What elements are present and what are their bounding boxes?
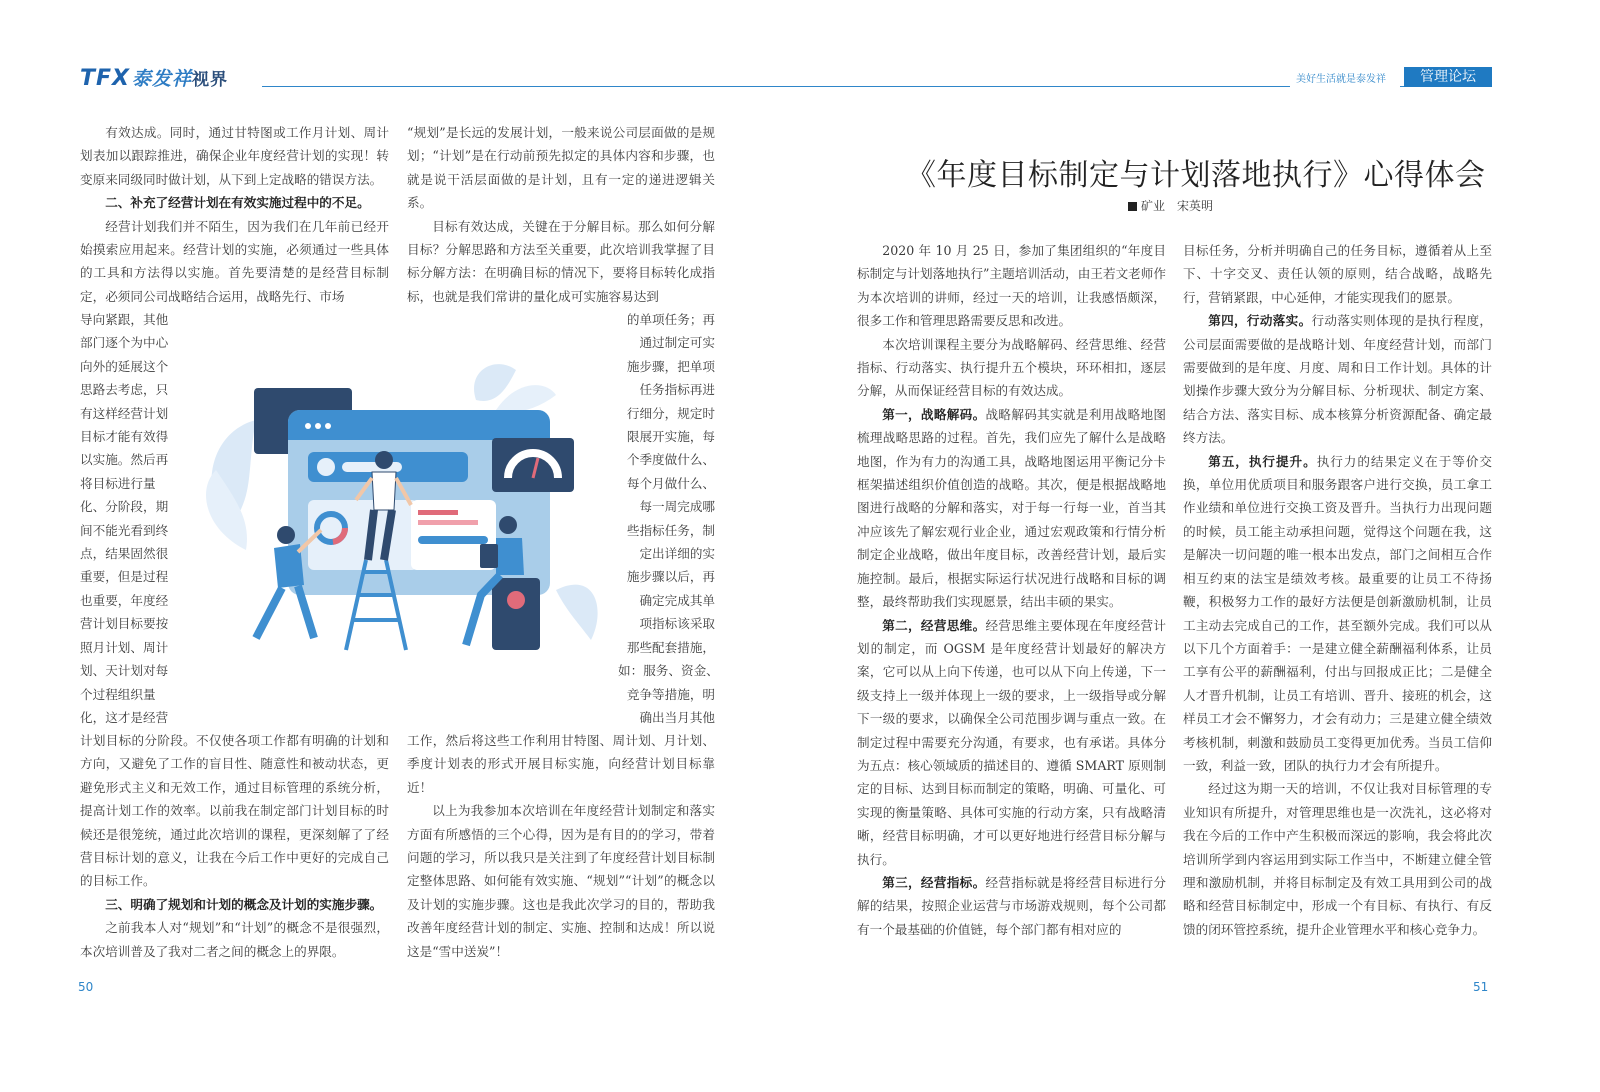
logo-latin: TFX [80, 66, 130, 91]
paragraph: 目标任务，分析并明确自己的任务目标，遵循着从上至下、十字交叉、责任认领的原则，结合战略，战略先行，营销紧跟，中心延伸，才能实现我们的愿景。 [1183, 243, 1492, 305]
wrapped-line: 以实施。然后再 [80, 452, 169, 468]
wrapped-line: 化，这才是经营 [80, 709, 169, 725]
wrapped-line: 的单项任务；再 [626, 312, 715, 327]
paragraph: 计划目标的分阶段。不仅使各项工作都有明确的计划和方向，又避免了工作的盲目性、随意性和被动状态，更避免形式主义和无效工作，通过目标管理的系统分析，提高计划工作的效率。以前我在制定部门计划目标的时候还是很笼统，通过此次培训的课程，更深刻解了了经营目标计划的意义，让我在今后工作中更好的完成自己的目标工作。 [80, 733, 389, 889]
paragraph: 经营计划我们并不陌生，因为我们在几年前已经开始摸索应用起来。经营计划的实施，必须通过一些具体的工具和方法得以实施。首先要清楚的是经营目标制定，必须同公司战略结合运用，战略先行、市场 [80, 218, 389, 304]
paragraph [1183, 309, 1492, 449]
paragraph: 2020 年 10 月 25 日，参加了集团组织的“年度目标制定与计划落地执行”主题培训活动，由王若文老师作为本次培训的讲师，经过一天的培训，让我感悟颇深，很多工作和管理思路需要反思和改进。 [857, 243, 1166, 329]
wrapped-line: 施步骤，把单项 [626, 358, 715, 374]
paragraph-body: 经营指标就是将经营目标进行分解的结果，按照企业运营与市场游戏规则，每个公司都有一个最基础的价值链，每个部门都有相对应的 [857, 874, 1167, 937]
column-3 [857, 239, 1166, 941]
paragraph-lead: 第三，经营指标。 [882, 874, 986, 890]
wrapped-line: 思路去考虑，只 [80, 382, 169, 398]
gauge-card [492, 438, 574, 492]
wrapped-line: 每一周完成哪 [639, 499, 715, 515]
paragraph-lead: 第一，战略解码。 [882, 406, 986, 422]
paragraph-body: 战略解码其实就是利用战略地图梳理战略思路的过程。首先，我们应先了解什么是战略地图，作为有力的沟通工具，战略地图运用平衡记分卡框架描述组织价值创造的战略。其次，便是根据战略地图进行战略的分解和落实，对于每一行每一业，首当其冲应该先了解宏观行业企业，通过宏观政策和行情分析制定企业战略，做出年度目标，改善经营计划，最后实施控制。最后，根据实际运行状况进行战略和目标的调整，最终帮助我们实现愿景，结出丰硕的果实。 [857, 406, 1167, 610]
wrapped-line: 化、分阶段，期 [80, 499, 169, 515]
author-square-icon [1128, 202, 1137, 211]
wrapped-line: 个季度做什么、 [626, 452, 715, 468]
wrapped-line: 施步骤以后，再 [626, 569, 715, 585]
page-number-right: 51 [1473, 980, 1489, 994]
wrapped-line: 通过制定可实 [639, 335, 715, 351]
section-heading: 三、明确了规划和计划的概念及计划的实施步骤。 [105, 896, 383, 912]
wrapped-line: 项指标该采取 [639, 616, 715, 632]
column-4 [1183, 239, 1492, 941]
section-heading: 二、补充了经营计划在有效实施过程中的不足。 [105, 195, 370, 211]
page-number-left: 50 [78, 980, 94, 994]
wrapped-line: 那些配套措施， [626, 639, 715, 655]
logo-suffix: 视界 [192, 70, 229, 90]
wrapped-line: 竞争等措施，明 [626, 686, 715, 702]
wrapped-line: 向外的延展这个 [80, 358, 169, 374]
paragraph-lead: 第五，执行提升。 [1208, 453, 1317, 469]
paragraph-body: 执行力的结果定义在于等价交换，单位用优质项目和服务跟客户进行交换，员工拿工作业绩和单位进行交换工资及晋升。当执行力出现问题的时候，员工能主动承担问题，觉得这个问题在我，这是解决一切问题的唯一根本出发点，部门之间相互合作相互约束的法宝是绩效考核。最重要的让员工不待扬鞭，积极努力工作的最好方法便是创新激励机制，让员工主动去完成自己的工作，甚至额外完成。我们可以从以下几个方面着手：一是建立健全薪酬福利体系，让员工享有公平的薪酬福利，付出与回报成正比；二是健全人才晋升机制，让员工有培训、晋升、接班的机会，这样员工才会不懈努力，才会有动力；三是建立健全绩效考核机制，刺激和鼓励员工变得更加优秀。当员工信仰一致，利益一致，团队的执行力才会有所提升。 [1183, 453, 1493, 773]
paragraph [857, 614, 1166, 871]
wrapped-line: 营计划目标要按 [80, 616, 169, 632]
wrapped-line: 限展开实施，每 [626, 429, 715, 445]
logo-brand: 泰发祥 [132, 68, 193, 90]
paragraph-lead: 第四，行动落实。 [1208, 313, 1312, 329]
header-slogan: 美好生活就是泰发祥 [1296, 74, 1386, 85]
article-author [1128, 197, 1213, 214]
wrapped-line: 确出当月其他 [639, 709, 715, 725]
wrapped-line: 重要，但是过程 [80, 569, 169, 585]
wrapped-line: 间不能光看到终 [80, 522, 169, 538]
wrapped-line: 行细分，规定时 [626, 405, 715, 421]
wrapped-line: 些指标任务，制 [626, 522, 715, 538]
column-1-bottom [80, 729, 389, 963]
paragraph: 工作，然后将这些工作利用甘特图、周计划、月计划、季度计划表的形式开展目标实施，向经营计划目标靠近！ [407, 733, 715, 795]
wrapped-line: 部门逐个为中心 [80, 335, 169, 351]
section-tag: 管理论坛 [1404, 67, 1492, 87]
wrapped-line: 将目标进行量 [80, 475, 156, 491]
column-2-bottom [407, 729, 715, 963]
wrapped-line: 每个月做什么、 [626, 475, 715, 491]
wrapped-line: 划、天计划对每 [80, 663, 169, 679]
paragraph [857, 403, 1166, 614]
paragraph: 之前我本人对“规划”和“计划”的概念不是很强烈，本次培训普及了我对二者之间的概念上的界限。 [80, 920, 389, 959]
paragraph: 经过这为期一天的培训，不仅让我对目标管理的专业知识有所提升，对管理思维也是一次洗礼，这必将对我在今后的工作中产生积极而深远的影响，我会将此次培训所学到内容运用到实际工作当中，不断建立健全管理和激励机制，并将目标制定及有效工具用到公司的战略和经营目标制定中，形成一个有目标、有执行、有反馈的闭环管控系统，提升企业管理水平和核心竞争力。 [1183, 781, 1492, 937]
column-2-wrap [618, 308, 719, 729]
magazine-logo [80, 64, 228, 91]
wrapped-line: 任务指标再进 [639, 382, 715, 398]
wrapped-line: 也重要，年度经 [80, 592, 169, 608]
column-2-top [407, 121, 715, 308]
wrapped-line: 定出详细的实 [639, 546, 715, 562]
wrapped-line: 个过程组织量 [80, 686, 156, 702]
wrapped-line: 目标才能有效得 [80, 429, 169, 445]
wrapped-line: 点，结果固然很 [80, 546, 169, 562]
paragraph: 以上为我参加本次培训在年度经营计划制定和落实方面有所感悟的三个心得，因为是有目的的学习，带着问题的学习，所以我只是关注到了年度经营计划目标制定整体思路、如何能有效实施、“规划”“计划”的概念以及计划的实施步骤。这也是我此次学习的目的，帮助我改善年度经营计划的制定、实施、控制和达成！所以说这是“雪中送炭”！ [407, 803, 715, 959]
wrapped-line: 确定完成其单 [639, 592, 715, 608]
paragraph-lead: 第二，经营思维。 [882, 617, 986, 633]
teamwork-illustration [196, 360, 606, 660]
paragraph: 本次培训课程主要分为战略解码、经营思维、经营指标、行动落实、执行提升五个模块，环环相扣，逐层分解，从而保证经营目标的有效达成。 [857, 336, 1166, 399]
header-rule [262, 86, 1290, 87]
paragraph-body: 行动落实则体现的是执行程度，公司层面需要做的是战略计划、年度经营计划，而部门需要做到的是年度、月度、周和日工作计划。具体的计划操作步骤大致分为分解目标、分析现状、制定方案、结合方法、落实目标、成本核算分析资源配备、确定最终方法。 [1183, 313, 1493, 446]
paragraph [1183, 450, 1492, 778]
author-name: 矿业 宋英明 [1141, 199, 1214, 213]
paragraph: 目标有效达成，关键在于分解目标。那么如何分解目标？分解思路和方法至关重要，此次培训我掌握了目标分解方法：在明确目标的情况下，要将目标转化成指标，也就是我们常讲的量化成可实施容易达到 [407, 218, 715, 304]
wrapped-line: 如：服务、资金、 [618, 663, 719, 679]
paragraph: “规划”是长远的发展计划，一般来说公司层面做的是规划；“计划”是在行动前预先拟定的具体内容和步骤，也就是说干活层面做的是计划，且有一定的递进逻辑关系。 [407, 125, 715, 211]
column-1-top [80, 121, 389, 308]
article-title: 《年度目标制定与计划落地执行》心得体会 [906, 158, 1486, 193]
wrapped-line: 照月计划、周计 [80, 639, 169, 655]
paragraph: 有效达成。同时，通过甘特图或工作月计划、周计划表加以跟踪推进，确保企业年度经营计划的实现！转变原来同级同时做计划，从下到上定战略的错误方法。 [80, 125, 389, 187]
wrapped-line: 有这样经营计划 [80, 405, 169, 421]
column-1-wrap [80, 308, 178, 729]
wrapped-line: 导向紧跟，其他 [80, 312, 169, 327]
paragraph-body: 经营思维主要体现在年度经营计划的制定，而 OGSM 是年度经营计划最好的解决方案，它可以从上向下传递，也可以从下向上传递，下一级支持上一级并体现上一级的要求，上一级指导或分解下一级的要求，以确保全公司范围步调与重点一致。在制定过程中需要充分沟通，有要求，也有承诺。具体分为五点：核心领域质的描述目的、遵循 SMART 原则制定的目标、达到目标而制定的策略，明确、可量化、可实现的衡量策略、具体可实施的行动方案，只有战略清晰，经营目标明确，才可以更好地进行经营目标分解与执行。 [857, 617, 1167, 867]
paragraph [857, 871, 1166, 941]
